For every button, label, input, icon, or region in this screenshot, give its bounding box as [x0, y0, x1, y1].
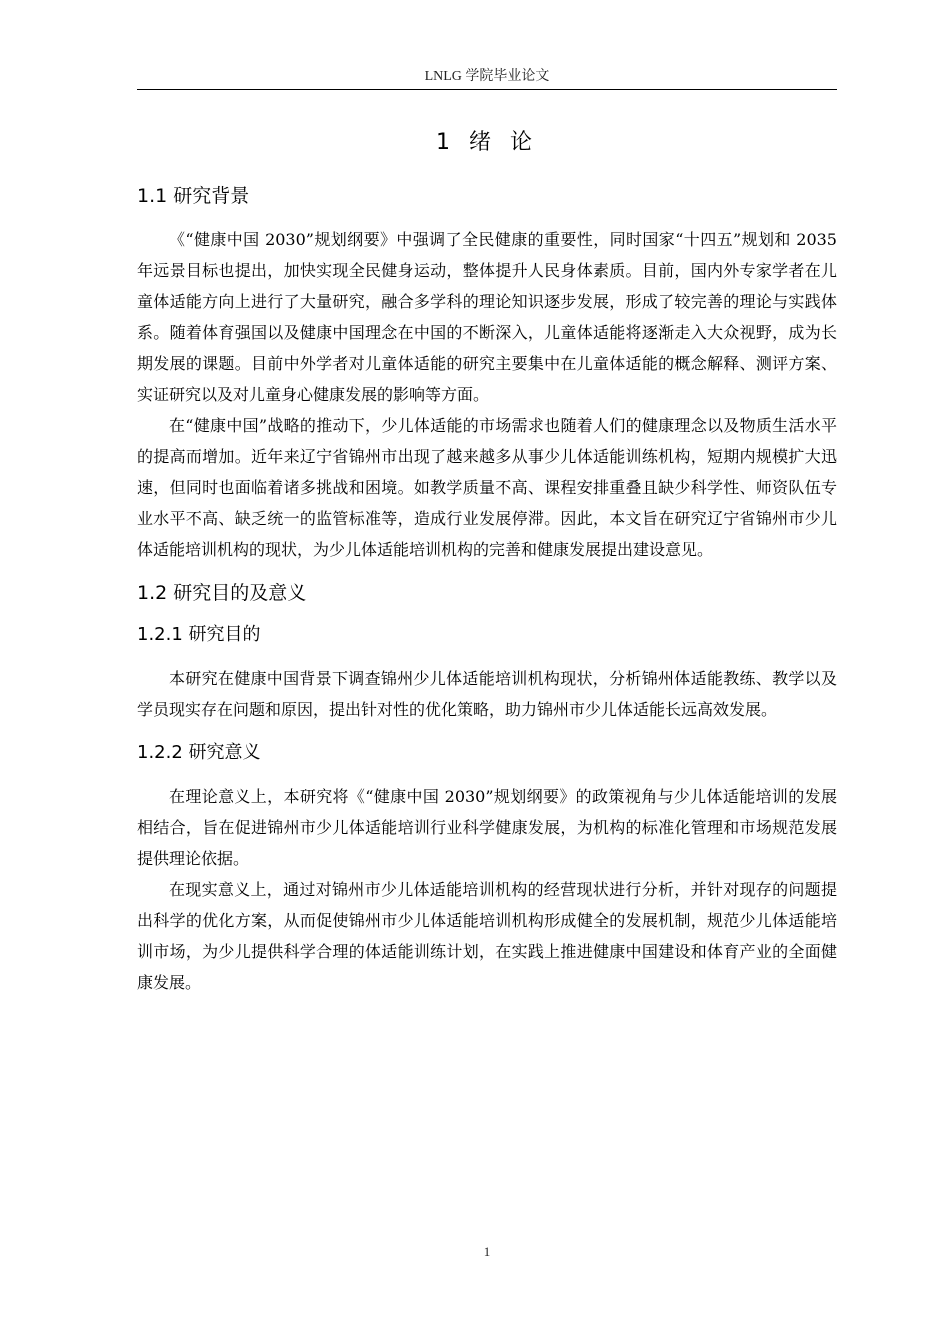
chapter-title: 1 绪 论	[436, 130, 538, 155]
paragraph: 在现实意义上，通过对锦州市少儿体适能培训机构的经营现状进行分析，并针对现存的问题提出科学的优化方案，从而促使锦州市少儿体适能培训机构形成健全的发展机制，规范少儿体适能培训市场，为少儿提供科学合理的体适能训练计划，在实践上推进健康中国建设和体育产业的全面健康发展。	[137, 880, 837, 992]
subsection-heading-1-2-2: 1.2.2 研究意义	[137, 742, 261, 763]
paragraph: 本研究在健康中国背景下调查锦州少儿体适能培训机构现状，分析锦州体适能教练、教学以及学员现实存在问题和原因，提出针对性的优化策略，助力锦州市少儿体适能长远高效发展。	[137, 669, 837, 719]
running-header: LNLG 学院毕业论文	[424, 69, 550, 84]
subsection-heading-1-2-1: 1.2.1 研究目的	[137, 624, 261, 645]
page-content	[137, 128, 837, 1012]
section-heading-1-1: 1.1 研究背景	[137, 185, 250, 207]
header-divider	[137, 89, 837, 90]
paragraph: 在理论意义上，本研究将《“健康中国 2030”规划纲要》的政策视角与少儿体适能培训的发展相结合，旨在促进锦州市少儿体适能培训行业科学健康发展，为机构的标准化管理和市场规范发展提供理论依据。	[137, 787, 837, 868]
paragraph: 《“健康中国 2030”规划纲要》中强调了全民健康的重要性，同时国家“十四五”规划和 2035 年远景目标也提出，加快实现全民健身运动，整体提升人民身体素质。目前，国内外专家学者在儿童体适能方向上进行了大量研究，融合多学科的理论知识逐步发展，形成了较完善的理论与实践体系。随着体育强国以及健康中国理念在中国的不断深入，儿童体适能将逐渐走入大众视野，成为长期发展的课题。目前中外学者对儿童体适能的研究主要集中在儿童体适能的概念解释、测评方案、实证研究以及对儿童身心健康发展的影响等方面。	[137, 230, 837, 404]
paragraph: 在“健康中国”战略的推动下，少儿体适能的市场需求也随着人们的健康理念以及物质生活水平的提高而增加。近年来辽宁省锦州市出现了越来越多从事少儿体适能训练机构，短期内规模扩大迅速，但同时也面临着诸多挑战和困境。如教学质量不高、课程安排重叠且缺少科学性、师资队伍专业水平不高、缺乏统一的监管标准等，造成行业发展停滞。因此，本文旨在研究辽宁省锦州市少儿体适能培训机构的现状，为少儿体适能培训机构的完善和健康发展提出建设意见。	[137, 416, 837, 559]
page-number: 1	[483, 1244, 491, 1259]
section-heading-1-2: 1.2 研究目的及意义	[137, 582, 307, 604]
